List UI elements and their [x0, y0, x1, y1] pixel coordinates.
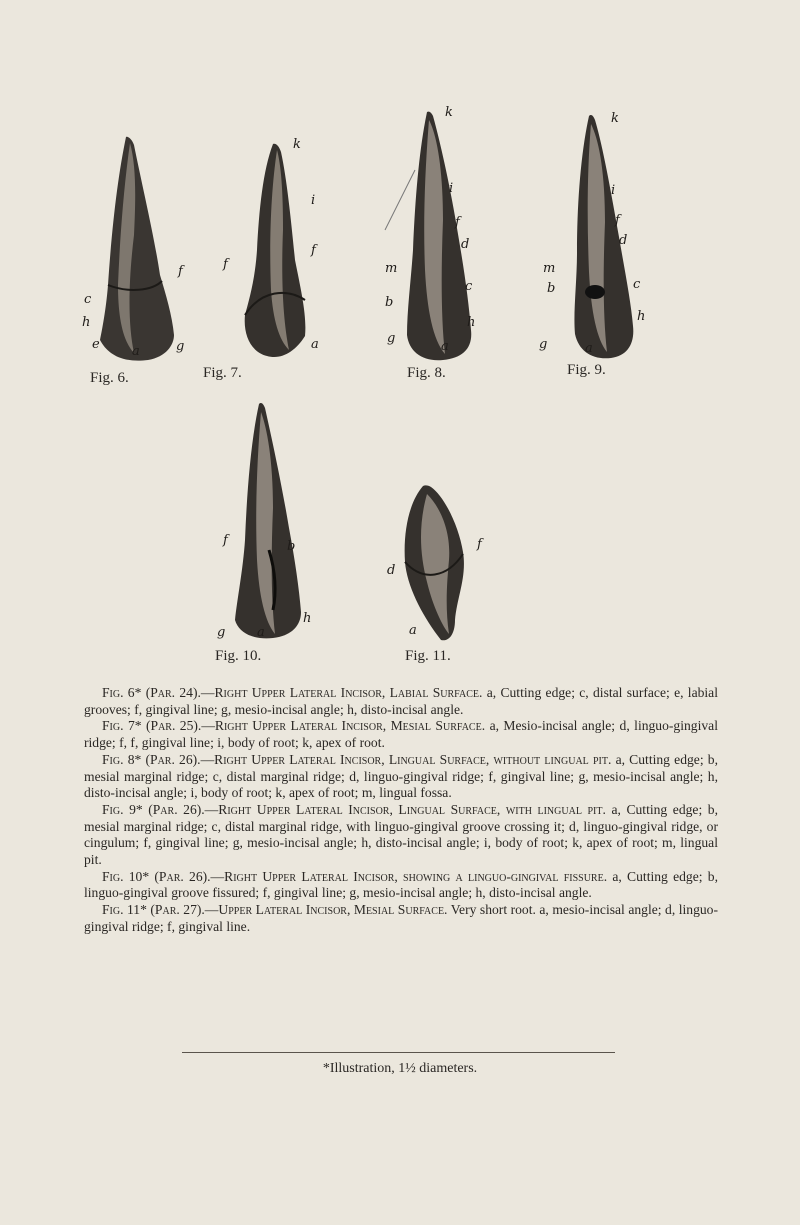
fig8-label-i: i	[449, 181, 454, 196]
figure-11	[383, 482, 493, 664]
legend-fig-6-body: a, Cutting edge; c, distal surface; e, labial grooves; f, gingival line; g, mesio-incisal angle; h, disto-incisal angle.	[84, 685, 718, 717]
fig11-label-d: d	[387, 563, 396, 578]
fig6-label-h: h	[82, 315, 91, 330]
fig-10-caption: Fig. 10.	[215, 648, 262, 664]
legend-fig-7	[84, 718, 718, 751]
fig9-label-a: a	[585, 341, 593, 356]
legend-fig-11	[84, 902, 718, 935]
footnote: *Illustration, 1½ diameters.	[322, 1061, 478, 1076]
fig6-label-g: g	[176, 339, 185, 354]
tooth-illustration-fig-8	[385, 105, 505, 365]
fig9-label-b: b	[547, 281, 556, 296]
fig8-label-d: d	[461, 237, 470, 252]
fig7-label-k: k	[293, 137, 301, 152]
legend-fig-7-body: a, Mesio-incisal angle; d, linguo-gingival ridge; f, f, gingival line; i, body of root; k, apex of root.	[84, 718, 718, 751]
legend-fig-6-head: Fig. 6* (Par. 24).—Right Upper Lateral Incisor, Labial Surface.	[102, 685, 483, 700]
legend-fig-8-body: a, Cutting edge; b, mesial marginal ridge; c, distal marginal ridge; d, linguo-gingival ridge; f, gingival line; g, mesio-incisal angle; h, disto-incisal angle; i, body of root; k, apex of root; m, lingual fossa.	[84, 751, 718, 801]
legend-fig-8	[84, 752, 718, 802]
fig11-label-a: a	[409, 623, 417, 638]
fig6-label-a: a	[132, 344, 140, 359]
legend-fig-7-head: Fig. 7* (Par. 25).—Right Upper Lateral Incisor, Mesial Surface.	[102, 718, 486, 734]
fig10-label-g: g	[217, 625, 226, 640]
fig6-label-c: c	[84, 292, 92, 307]
fig-8-caption: Fig. 8.	[407, 365, 446, 381]
fig8-label-k: k	[445, 105, 453, 120]
fig10-label-a: a	[257, 625, 265, 640]
fig8-label-a: a	[441, 339, 449, 354]
tooth-illustration-fig-11	[383, 482, 493, 647]
legend-fig-9	[84, 802, 718, 869]
fig9-label-c: c	[633, 277, 641, 292]
fig9-label-f: f	[615, 213, 620, 228]
fig-7-caption: Fig. 7.	[203, 365, 242, 381]
fig8-label-g: g	[387, 331, 396, 346]
fig6-label-e: e	[92, 337, 100, 352]
figure-7	[203, 137, 335, 381]
legend-fig-10-body: a, Cutting edge; b, linguo-gingival groove fissured; f, gingival line; g, mesio-incisal angle; h, disto-incisal angle.	[84, 868, 718, 901]
fig8-label-f: f	[455, 215, 460, 230]
legend-fig-11-head: Fig. 11* (Par. 27).—Upper Lateral Incisor, Mesial Surface.	[102, 902, 448, 918]
fig7-label-f-left: f	[223, 257, 228, 272]
fig9-label-m: m	[543, 261, 556, 276]
fig8-label-h: h	[467, 315, 476, 330]
fig7-label-a: a	[311, 337, 319, 352]
legend-fig-10-head: Fig. 10* (Par. 26).—Right Upper Lateral Incisor, showing a linguo-gingival fissure.	[102, 868, 608, 884]
fig10-label-b: b	[287, 539, 296, 554]
fig9-label-h: h	[637, 309, 646, 324]
fig-6-caption: Fig. 6.	[90, 370, 129, 386]
legend-fig-8-head: Fig. 8* (Par. 26).—Right Upper Lateral Incisor, Lingual Surface, without lingual pit.	[102, 751, 612, 767]
figure-10	[215, 400, 325, 664]
fig10-label-h: h	[303, 611, 312, 626]
tooth-illustration-fig-10	[215, 400, 325, 640]
fig7-label-i: i	[311, 193, 316, 208]
fig9-label-k: k	[611, 111, 619, 126]
fig10-label-f: f	[223, 533, 228, 548]
tooth-illustration-fig-7	[215, 137, 335, 365]
fig8-label-c: c	[465, 279, 473, 294]
tooth-illustration-fig-9	[539, 111, 665, 362]
fig9-label-i: i	[611, 183, 616, 198]
legend-fig-10	[84, 869, 718, 902]
tooth-illustration-fig-6	[78, 135, 188, 370]
fig9-label-d: d	[619, 233, 628, 248]
figure-legend	[84, 685, 718, 936]
fig-11-caption: Fig. 11.	[405, 648, 451, 664]
fig-9-caption: Fig. 9.	[567, 362, 606, 378]
footnote-divider	[182, 1052, 615, 1053]
figure-6	[78, 135, 188, 386]
figure-9	[539, 111, 665, 378]
legend-fig-6	[84, 685, 718, 718]
fig9-label-g: g	[539, 337, 548, 352]
legend-fig-11-body: Very short root. a, mesio-incisal angle; d, linguo-gingival ridge; f, gingival line.	[84, 902, 719, 934]
legend-fig-9-body: a, Cutting edge; b, mesial marginal ridge; c, distal marginal ridge, with linguo-gingival groove crossing it; d, linguo-gingival ridge, or cingulum; f, gingival line; g, mesio-incisal angle; h, disto-incisal angle; i, body of root; k, apex of root; m, lingual pit.	[84, 801, 718, 868]
legend-fig-9-head: Fig. 9* (Par. 26).—Right Upper Lateral Incisor, Lingual Surface, with lingual pit.	[102, 801, 606, 817]
fig8-label-m: m	[385, 261, 398, 276]
fig6-label-f: f	[178, 264, 183, 279]
figure-8	[385, 105, 505, 381]
fig8-label-b: b	[385, 295, 394, 310]
fig11-label-f: f	[477, 537, 482, 552]
fig7-label-f-right: f	[311, 243, 316, 258]
